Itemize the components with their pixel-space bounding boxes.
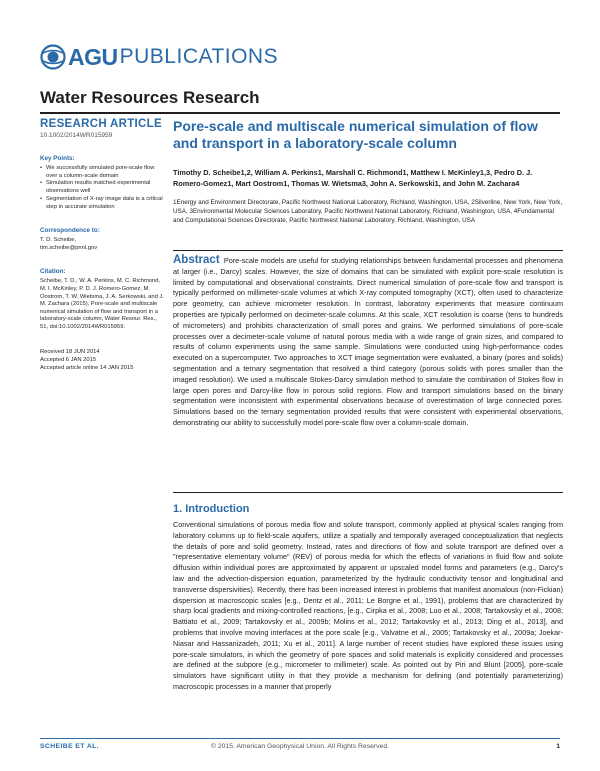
key-point: • We successfully simulated pore-scale flow over a column-scale domain — [40, 165, 166, 180]
page-number: 1 — [556, 743, 560, 750]
article-title: Pore-scale and multiscale numerical simulation of flow and transport in a laboratory-scale column — [173, 118, 538, 151]
journal-title: Water Resources Research — [40, 88, 260, 107]
globe-icon — [40, 44, 66, 70]
introduction-heading: 1. Introduction — [173, 503, 250, 515]
received-date: Received 18 JUN 2014 — [40, 348, 100, 355]
affiliations: 1Energy and Environment Directorate, Pacific Northwest National Laboratory, Richland, Washington, USA, 2Silverline, New York, New York, USA, 3Environmental Molecular Sciences Laboratory, Pacific Northwest National Laboratory, Richland, Washington, USA, 4Fundamental and Computational Sciences Directorate, Pacific Northwest National Laboratory, Richland, Washington, USA — [173, 199, 563, 224]
accepted-date: Accepted 6 JAN 2015 — [40, 356, 97, 363]
abstract-heading: Abstract — [173, 254, 220, 266]
introduction-text: Conventional simulations of porous media flow and solute transport, commonly applied at physical scales ranging from laboratory columns up to field-scale aquifers, utilize a spatially and temporally averaged conceptualization that neglects the details of pore and solid geometry. Instead, rates and directions of flow and solute transport are defined over a "representative elementary volume" (REV) of porous media for which the effects of variations in fluid flow and solute diffusion within individual pores are approximated by apparent or upscaled model forms and parameters (e.g., Darcy's law and the advection-dispersion equation, parameterized by the hydraulic conductivity tensor and longitudinal and transverse dispersivities). Recently, there has been increased interest in problems that manifest anomalous (non-Fickian) dispersion at macroscopic scales [e.g., Dentz et al., 2011; Le Borgne et al., 1991), problems that are characterized by sharp local gradients and mixing-controlled reactions, [e.g., Cirpka et al., 2008; Luo et al., 2008; Tartakovsky et al., 2008; Battiato et al., 2009; Tartakovsky et al., 2009b; Molins et al., 2012; Tartakovsky et al., 2013; Ding et al., 2013], and problems that involve moving interfaces at the pore scale [e.g., Valvatne et al., 2005; Tartakovsky et al., 2009a; Joekar-Niasar and Hassanizadeh, 2011; Xu et al., 2011]. A large number of recent studies have explored these issues using pore-scale simulators, in which the geometry of pore spaces and solid materials is explicitly considered and processes are defined at the subpore (e.g., micrometer to millimeter) scale. As pointed out by Piri and Blunt [2005], pore-scale simulators have significant utility in that they provide a mechanism for defining (and potentially parameterizing) macroscopic processes in a manner that properly — [173, 520, 563, 691]
article-type: RESEARCH ARTICLE — [40, 118, 162, 130]
header-divider — [40, 112, 560, 114]
article-header — [173, 118, 563, 225]
section-divider — [173, 492, 563, 493]
online-date: Accepted article online 14 JAN 2015 — [40, 364, 134, 371]
key-points-heading: Key Points: — [40, 155, 75, 162]
copyright-notice: © 2015. American Geophysical Union. All Rights Reserved. — [210, 743, 390, 750]
footer-divider — [40, 738, 560, 739]
correspondence-block — [40, 237, 166, 252]
agu-wordmark: AGU — [68, 43, 118, 70]
key-point: • Segmentation of X-ray image data is a critical step in accurate simulation — [40, 196, 166, 211]
running-author: SCHEIBE ET AL. — [40, 743, 99, 750]
author-list: Timothy D. Scheibe1,2, William A. Perkins1, Marshall C. Richmond1, Matthew I. McKinley1,3, Pedro D. J. Romero-Gomez1, Mart Oostrom1, Thomas W. Wietsma3, John A. Serkowski1, and John M. Zachara4 — [173, 168, 533, 188]
article-doi[interactable]: 10.1002/2014WR015959 — [40, 132, 113, 139]
agu-logo — [40, 44, 278, 70]
abstract-section — [173, 250, 563, 429]
citation-heading: Citation: — [40, 268, 66, 276]
publications-wordmark: PUBLICATIONS — [119, 45, 279, 68]
abstract-text: Pore-scale models are useful for studying relationships between fundamental processes and phenomena at larger (i.e., Darcy) scales. However, the size of domains that can be simulated with explicit pore-scale resolution is limited by computational and observational constraints. Direct numerical simulation of pore-scale flow and transport is typically performed on millimeter-scale volumes at which X-ray computed tomography (XCT), often used to characterize pore geometry, can achieve micrometer resolution. In contrast, laboratory experiments that measure continuum properties are typically performed on decimeter-scale columns. At this scale, XCT resolution is coarse (tens to hundreds of micrometers) and prohibits characterization of small pores and grains. We performed simulations of pore-scale processes over a decimeter-scale volume of natural porous media with a wide range of grain sizes, and compared to results of column experiments using the same sample. Simulations were conducted using high-performance codes executed on a supercomputer. Two approaches to XCT image segmentation were evaluated, a binary (pores and solids) segmentation and a ternary segmentation that resolved a third category (porous solids with pores smaller than the imaged resolution). We used a multiscale Stokes-Darcy simulation method to simulate the combination of Stokes flow in large open pores and Darcy-like flow in porous solid regions. Flow and transport simulations based on the binary segmentation were inconsistent with experimental observations because of overestimation of large connected pores. Simulations based on the ternary segmentation provided results that were consistent with experimental observations, demonstrating our ability to successfully model pore-scale flow over a column-scale domain. — [173, 256, 563, 427]
correspondence-contact[interactable]: T. D. Scheibe, tim.scheibe@pnnl.gov — [40, 237, 98, 251]
abstract-paragraph — [173, 255, 563, 429]
citation-text: Scheibe, T. D., W. A. Perkins, M. C. Richmond, M. I. McKinley, P. D. J. Romero-Gomez, M. Oostrom, T. W. Wietsma, J. A. Serkowski, and J. M. Zachara (2015), Pore-scale and multiscale numerical simulation of flow and transport in a laboratory-scale column, Water Resour. Res., 51, doi:10.1002/2014WR015959. — [40, 278, 164, 330]
article-dates — [40, 348, 166, 372]
key-points-list — [40, 165, 166, 211]
article-sidebar — [40, 118, 166, 372]
correspondence-heading: Correspondence to: — [40, 227, 100, 235]
key-point: • Simulation results matched experimental observations well — [40, 180, 166, 195]
